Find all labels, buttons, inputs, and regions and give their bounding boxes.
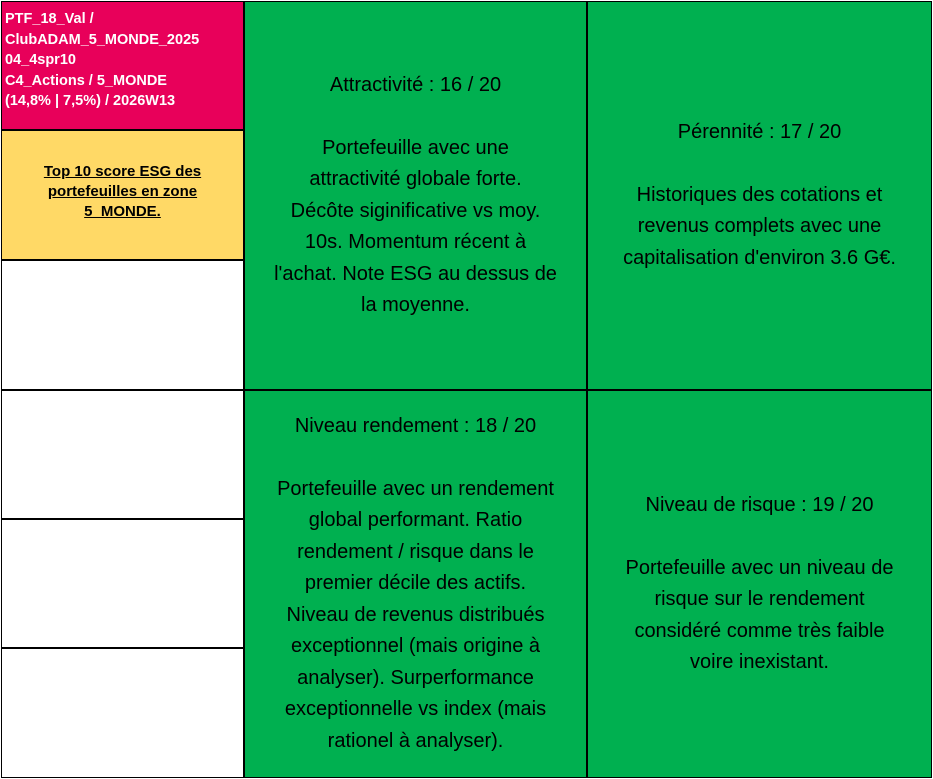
empty-cell-3 xyxy=(1,519,244,648)
portfolio-header: PTF_18_Val / ClubADAM_5_MONDE_2025 04_4spr10 C4_Actions / 5_MONDE (14,8% | 7,5%) / 2026W13 xyxy=(1,1,244,130)
card-niveau-risque xyxy=(587,390,932,778)
card-title: Attractivité : 16 / 20 xyxy=(329,73,502,96)
empty-cell-4 xyxy=(1,648,244,778)
card-perennite xyxy=(587,1,932,390)
card-body: Portefeuille avec un niveau de risque sur le rendement considéré comme très faible voire inexistant. xyxy=(625,556,894,673)
card-niveau-rendement xyxy=(244,390,587,778)
card-body: Historiques des cotations et revenus complets avec une capitalisation d'environ 3.6 G€. xyxy=(623,183,896,269)
top10-esg-link[interactable]: Top 10 score ESG des portefeuilles en zone 5_MONDE. xyxy=(43,163,202,220)
card-body: Portefeuille avec un rendement global performant. Ratio rendement / risque dans le premier décile des actifs. Niveau de revenus distribués exceptionnel (mais origine à analyser). Surperformance exceptionnelle vs index (mais rationel à analyser). xyxy=(277,477,554,752)
card-body: Portefeuille avec une attractivité globale forte. Décôte siginificative vs moy. 10s. Momentum récent à l'achat. Note ESG au dessus de la moyenne. xyxy=(274,136,557,316)
card-title: Niveau de risque : 19 / 20 xyxy=(645,493,874,516)
empty-cell-1 xyxy=(1,260,244,390)
top10-esg-box xyxy=(1,130,244,260)
card-title: Niveau rendement : 18 / 20 xyxy=(294,414,537,437)
empty-cell-2 xyxy=(1,390,244,519)
card-attractivite xyxy=(244,1,587,390)
card-title: Pérennité : 17 / 20 xyxy=(677,120,842,143)
